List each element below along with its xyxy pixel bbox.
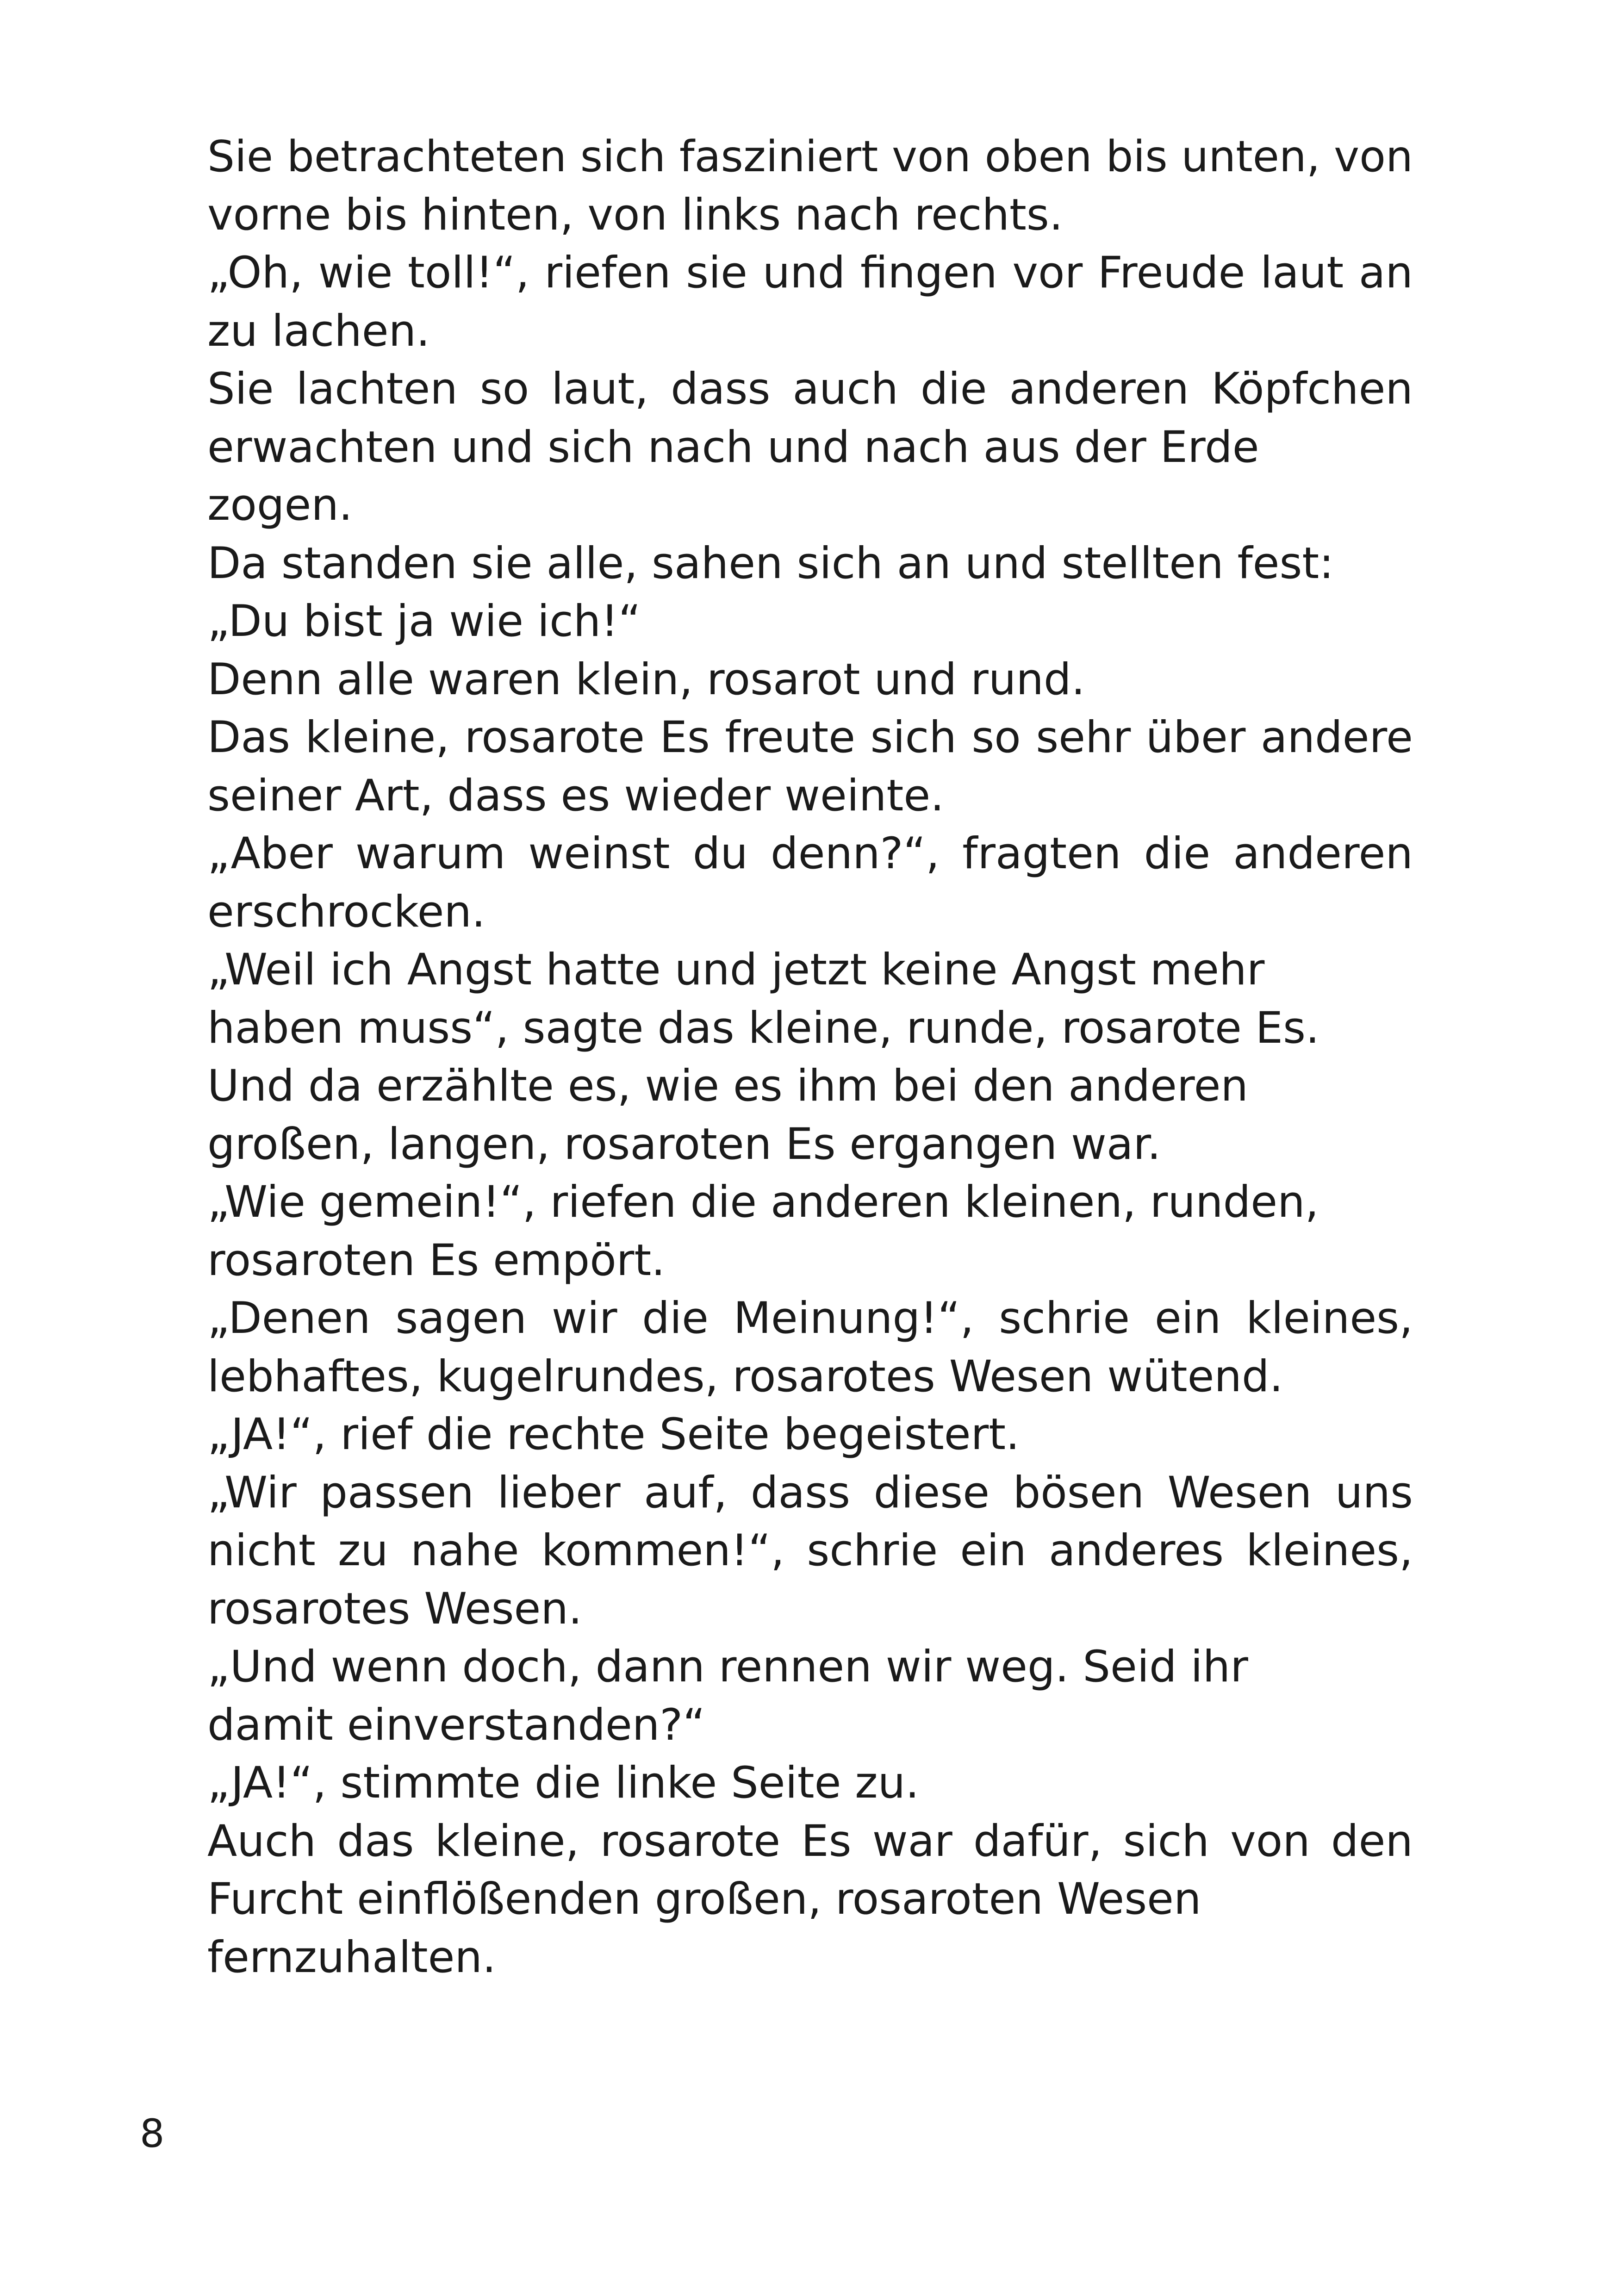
text-line: Denn alle waren klein, rosarot und rund. xyxy=(207,654,1085,705)
text-line: lebhaftes, kugelrundes, rosarotes Wesen wütend. xyxy=(207,1351,1283,1402)
text-line: Da standen sie alle, sahen sich an und stellten fest: xyxy=(207,538,1334,589)
text-line: „Wie gemein!“, riefen die anderen kleinen, runden, xyxy=(207,1177,1319,1227)
text-line: haben muss“, sagte das kleine, runde, rosarote Es. xyxy=(207,1002,1319,1053)
text-line: „Wir passen lieber auf, dass diese bösen Wesen uns xyxy=(207,1467,1413,1518)
text-line: zogen. xyxy=(207,480,353,530)
body-text xyxy=(207,128,1413,1986)
text-line: „Oh, wie toll!“, riefen sie und fingen vor Freude laut an xyxy=(207,248,1413,298)
text-line: „Du bist ja wie ich!“ xyxy=(207,596,641,647)
text-line: nicht zu nahe kommen!“, schrie ein anderes kleines, xyxy=(207,1525,1413,1576)
text-line: damit einverstanden?“ xyxy=(207,1699,705,1750)
text-line: „JA!“, stimmte die linke Seite zu. xyxy=(207,1758,920,1808)
text-line: „Weil ich Angst hatte und jetzt keine Angst mehr xyxy=(207,945,1265,995)
text-line: Furcht einflößenden großen, rosaroten Wesen xyxy=(207,1874,1201,1924)
text-line: Und da erzählte es, wie es ihm bei den anderen xyxy=(207,1061,1248,1111)
text-line: zu lachen. xyxy=(207,305,430,356)
text-line: „Und wenn doch, dann rennen wir weg. Seid ihr xyxy=(207,1642,1248,1692)
text-line: Sie betrachteten sich fasziniert von oben bis unten, von xyxy=(207,131,1413,181)
text-line: Auch das kleine, rosarote Es war dafür, sich von den xyxy=(207,1816,1413,1867)
text-line: Sie lachten so laut, dass auch die anderen Köpfchen xyxy=(207,364,1413,414)
text-line: erwachten und sich nach und nach aus der Erde xyxy=(207,422,1259,473)
text-line: „Aber warum weinst du denn?“, fragten die anderen xyxy=(207,828,1413,879)
text-line: rosaroten Es empört. xyxy=(207,1235,666,1286)
text-line: seiner Art, dass es wieder weinte. xyxy=(207,770,945,821)
text-line: rosarotes Wesen. xyxy=(207,1583,582,1634)
text-line: großen, langen, rosaroten Es ergangen war. xyxy=(207,1119,1161,1170)
text-line: fernzuhalten. xyxy=(207,1932,496,1983)
text-line: Das kleine, rosarote Es freute sich so sehr über andere xyxy=(207,712,1413,763)
text-line: vorne bis hinten, von links nach rechts. xyxy=(207,189,1063,240)
text-line: „JA!“, rief die rechte Seite begeistert. xyxy=(207,1409,1020,1460)
text-line: „Denen sagen wir die Meinung!“, schrie ein kleines, xyxy=(207,1293,1413,1344)
text-line: erschrocken. xyxy=(207,886,485,937)
page-number: 8 xyxy=(140,2111,165,2156)
